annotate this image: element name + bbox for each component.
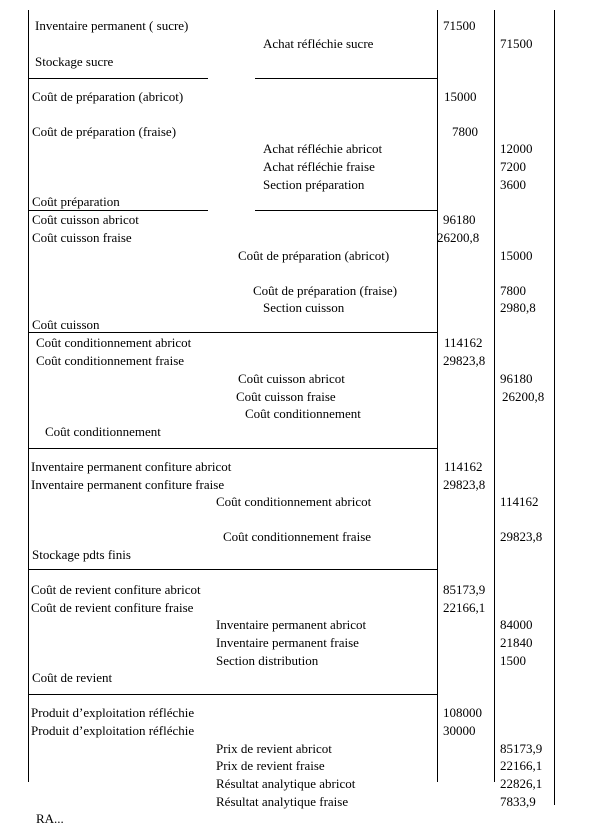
- entry-separator: [255, 210, 437, 211]
- debit-amount: 22166,1: [443, 600, 486, 615]
- debit-amount: 29823,8: [443, 353, 486, 368]
- entry-title: Coût de revient: [32, 670, 113, 685]
- debit-account-label: Inventaire permanent confiture fraise: [31, 477, 225, 492]
- debit-amount: 96180: [443, 212, 476, 227]
- entry-separator: [28, 448, 437, 449]
- entry-title: Stockage pdts finis: [32, 547, 131, 562]
- debit-account-label: Coût de revient confiture fraise: [31, 600, 194, 615]
- entry-title: Coût cuisson: [32, 317, 100, 332]
- credit-amount: 15000: [500, 248, 533, 263]
- entry-title: Stockage sucre: [35, 54, 114, 69]
- credit-amount: 2980,8: [500, 300, 536, 315]
- credit-account-label: Coût de préparation (fraise): [253, 283, 398, 298]
- left-rule: [28, 10, 29, 782]
- debit-account-label: Produit d’exploitation réfléchie: [31, 705, 195, 720]
- credit-account-label: Prix de revient abricot: [216, 741, 332, 756]
- entry-separator: [255, 78, 437, 79]
- credit-account-label: Section préparation: [263, 177, 365, 192]
- entry-title: Coût préparation: [32, 194, 120, 209]
- debit-amount: 114162: [444, 335, 483, 350]
- credit-account-label: Section cuisson: [263, 300, 345, 315]
- credit-amount: 26200,8: [502, 389, 545, 404]
- debit-account-label: Coût cuisson abricot: [32, 212, 139, 227]
- debit-amount: 114162: [444, 459, 483, 474]
- credit-amount: 7200: [500, 159, 526, 174]
- credit-amount: 84000: [500, 617, 533, 632]
- credit-amount: 12000: [500, 141, 533, 156]
- credit-account-label: Section distribution: [216, 653, 319, 668]
- credit-amount: 7833,9: [500, 794, 536, 809]
- credit-amount: 96180: [500, 371, 533, 386]
- debit-amount: 85173,9: [443, 582, 486, 597]
- debit-amount: 29823,8: [443, 477, 486, 492]
- credit-account-label: Achat réfléchie fraise: [263, 159, 375, 174]
- credit-account-label: Coût conditionnement: [245, 406, 361, 421]
- debit-account-label: Coût de préparation (abricot): [32, 89, 184, 104]
- credit-amount: 71500: [500, 36, 533, 51]
- credit-amount: 85173,9: [500, 741, 543, 756]
- credit-account-label: Coût cuisson fraise: [236, 389, 336, 404]
- credit-account-label: Prix de revient fraise: [216, 758, 325, 773]
- credit-account-label: Coût cuisson abricot: [238, 371, 345, 386]
- debit-account-label: Coût de préparation (fraise): [32, 124, 177, 139]
- debit-account-label: Coût conditionnement abricot: [36, 335, 192, 350]
- credit-amount: 114162: [500, 494, 539, 509]
- credit-account-label: Inventaire permanent abricot: [216, 617, 367, 632]
- entry-title: Coût conditionnement: [45, 424, 161, 439]
- credit-amount: 21840: [500, 635, 533, 650]
- credit-amount: 29823,8: [500, 529, 543, 544]
- debit-amount: 7800: [452, 124, 478, 139]
- credit-account-label: Coût conditionnement abricot: [216, 494, 372, 509]
- credit-column-rule: [494, 10, 495, 782]
- debit-account-label: Inventaire permanent ( sucre): [35, 18, 189, 33]
- credit-account-label: Achat réfléchie abricot: [263, 141, 383, 156]
- credit-amount: 22166,1: [500, 758, 543, 773]
- debit-amount: 15000: [444, 89, 477, 104]
- entry-separator: [28, 569, 437, 570]
- debit-amount: 108000: [443, 705, 482, 720]
- debit-column-rule: [437, 10, 438, 782]
- right-rule: [554, 10, 555, 805]
- credit-account-label: Coût de préparation (abricot): [238, 248, 390, 263]
- entry-separator: [28, 210, 208, 211]
- credit-amount: 1500: [500, 653, 526, 668]
- footer-note: RA...: [36, 811, 64, 826]
- credit-amount: 3600: [500, 177, 526, 192]
- credit-amount: 7800: [500, 283, 526, 298]
- credit-amount: 22826,1: [500, 776, 543, 791]
- entry-separator: [28, 78, 208, 79]
- debit-account-label: Coût cuisson fraise: [32, 230, 132, 245]
- credit-account-label: Résultat analytique abricot: [216, 776, 356, 791]
- debit-account-label: Coût conditionnement fraise: [36, 353, 185, 368]
- credit-account-label: Résultat analytique fraise: [216, 794, 349, 809]
- credit-account-label: Coût conditionnement fraise: [223, 529, 372, 544]
- debit-account-label: Inventaire permanent confiture abricot: [31, 459, 232, 474]
- entry-separator: [28, 332, 437, 333]
- debit-account-label: Coût de revient confiture abricot: [31, 582, 201, 597]
- credit-account-label: Inventaire permanent fraise: [216, 635, 359, 650]
- debit-account-label: Produit d’exploitation réfléchie: [31, 723, 195, 738]
- debit-amount: 26200,8: [437, 230, 480, 245]
- debit-amount: 71500: [443, 18, 476, 33]
- credit-account-label: Achat réfléchie sucre: [263, 36, 374, 51]
- entry-separator: [28, 694, 437, 695]
- debit-amount: 30000: [443, 723, 476, 738]
